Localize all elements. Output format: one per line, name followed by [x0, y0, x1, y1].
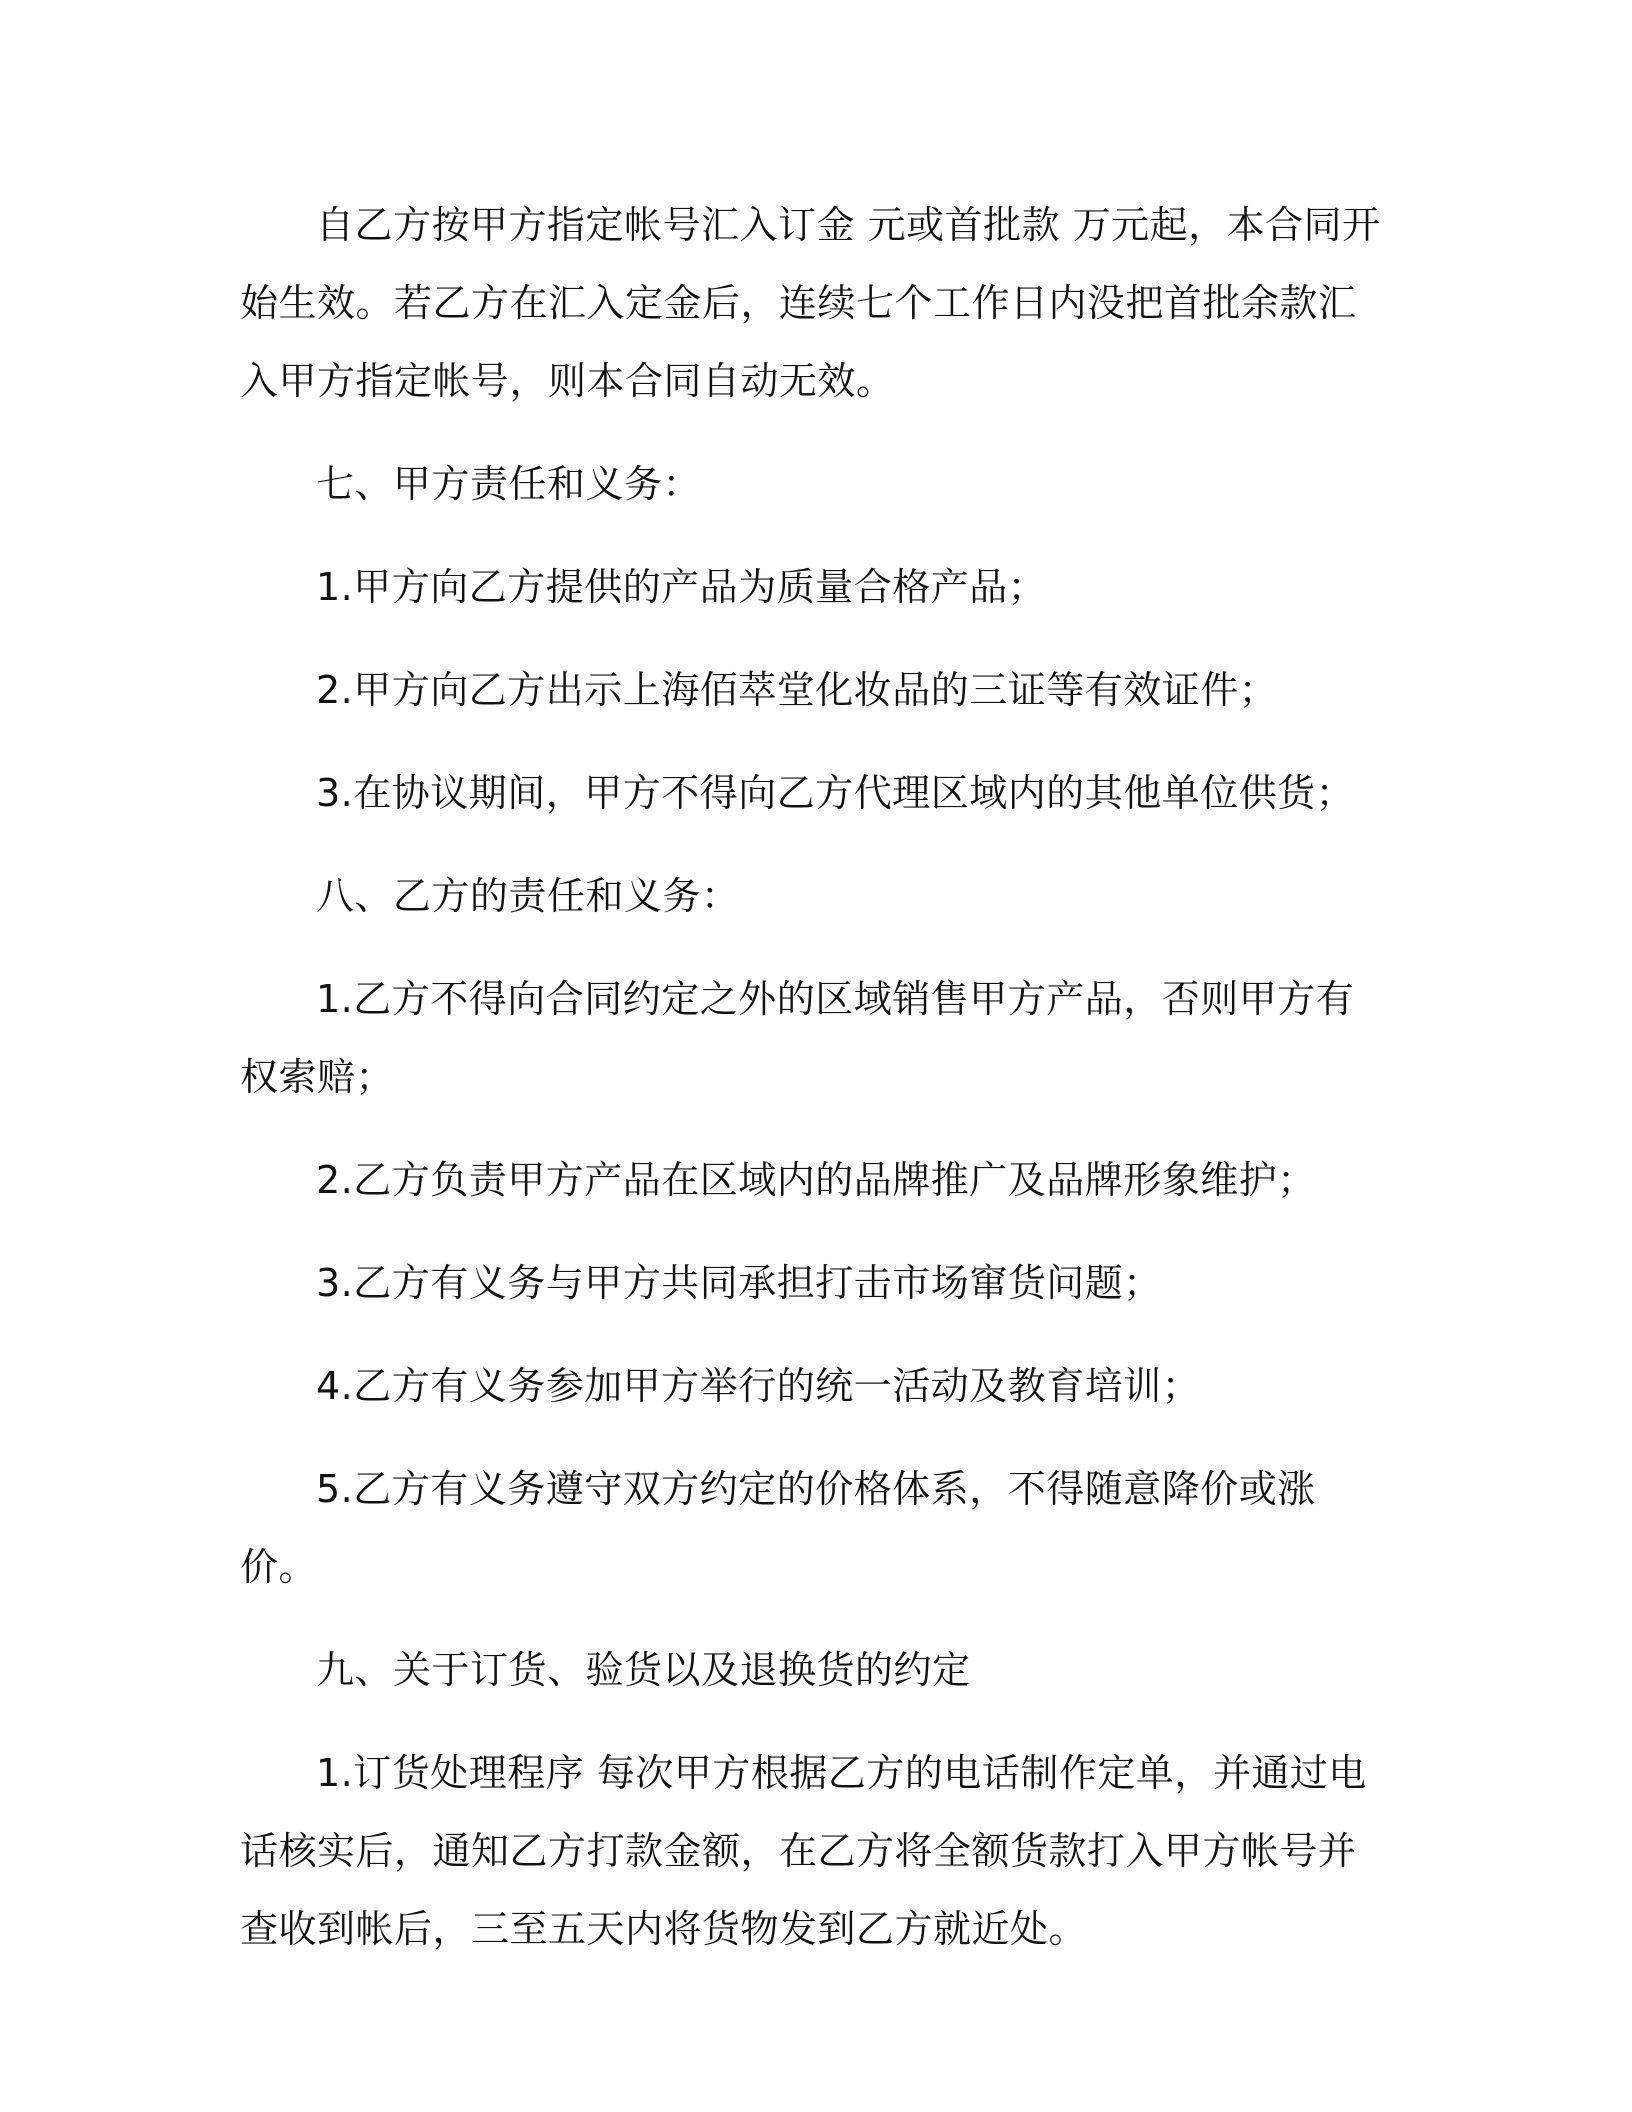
- list-item-7-2: 2.甲方向乙方出示上海佰萃堂化妆品的三证等有效证件；: [316, 668, 1278, 712]
- list-item-8-5: 5.乙方有义务遵守双方约定的价格体系，不得随意降价或涨价。: [240, 1467, 1316, 1589]
- list-item-8-2: 2.乙方负责甲方产品在区域内的品牌推广及品牌形象维护；: [316, 1158, 1316, 1202]
- list-item-9-1: 1.订货处理程序 每次甲方根据乙方的电话制作定单，并通过电话核实后，通知乙方打款金额，在乙方将全额货款打入甲方帐号并查收到帐后，三至五天内将货物发到乙方就近处。: [240, 1751, 1367, 1951]
- section-heading-7: 七、甲方责任和义务：: [316, 462, 702, 506]
- list-item-7-3: 3.在协议期间，甲方不得向乙方代理区域内的其他单位供货；: [316, 771, 1355, 815]
- list-item-8-1: 1.乙方不得向合同约定之外的区域销售甲方产品，否则甲方有权索赔；: [240, 977, 1355, 1099]
- document-page: [240, 186, 1390, 1993]
- list-item-8-3: 3.乙方有义务与甲方共同承担打击市场窜货问题；: [316, 1261, 1162, 1305]
- paragraph-contract-effective: 自乙方按甲方指定帐号汇入订金 元或首批款 万元起，本合同开始生效。若乙方在汇入定金后，连续七个工作日内没把首批余款汇入甲方指定帐号，则本合同自动无效。: [240, 203, 1381, 403]
- list-item-8-4: 4.乙方有义务参加甲方举行的统一活动及教育培训；: [316, 1364, 1201, 1408]
- list-item-7-1: 1.甲方向乙方提供的产品为质量合格产品；: [316, 565, 1047, 609]
- section-heading-8: 八、乙方的责任和义务：: [316, 874, 740, 918]
- section-heading-9: 九、关于订货、验货以及退换货的约定: [316, 1648, 971, 1692]
